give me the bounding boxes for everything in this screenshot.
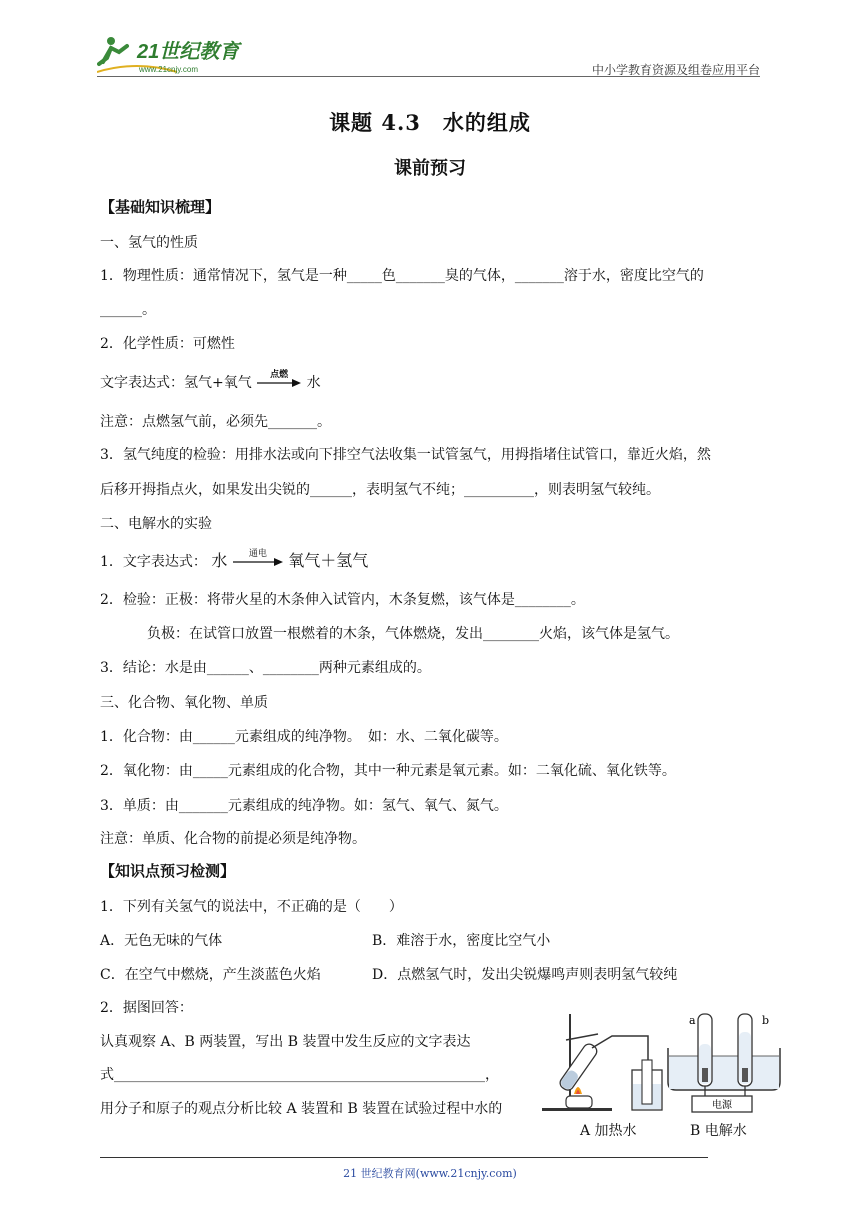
section-heading-check: 【知识点预习检测】 bbox=[100, 862, 236, 880]
equation-hydrogen-combustion bbox=[100, 372, 321, 392]
part-title-hydrogen: 一、氢气的性质 bbox=[100, 235, 198, 251]
question-1: 1．下列有关氢气的说法中，不正确的是（ ） bbox=[100, 899, 403, 915]
option-a: A．无色无味的气体 bbox=[100, 933, 223, 949]
definition-oxide: 2．氧化物：由_____元素组成的化合物，其中一种元素是氧元素。如：二氧化硫、氧化铁等。 bbox=[100, 763, 676, 779]
note-pure-substance: 注意：单质、化合物的前提必须是纯净物。 bbox=[100, 831, 366, 847]
equation-reactant: 水 bbox=[211, 551, 228, 570]
purity-test-cont: 后移开拇指点火，如果发出尖锐的______，表明氢气不纯；__________，则表明氢气较纯。 bbox=[100, 482, 660, 498]
logo-url: www.21cnjy.com bbox=[139, 65, 198, 74]
part-title-electrolysis: 二、电解水的实验 bbox=[100, 516, 212, 532]
reaction-arrow bbox=[256, 370, 302, 388]
part-title-compounds: 三、化合物、氧化物、单质 bbox=[100, 695, 268, 711]
apparatus-figure bbox=[540, 1010, 790, 1145]
equation-prefix: 1．文字表达式： bbox=[100, 554, 207, 570]
page-header bbox=[97, 28, 760, 78]
reaction-condition: 点燃 bbox=[270, 370, 289, 380]
section-heading-basics: 【基础知识梳理】 bbox=[100, 198, 221, 216]
caption-heating-water: A 加热水 bbox=[580, 1123, 637, 1139]
page-title: 课题 4.3 水的组成 bbox=[329, 110, 531, 135]
chemical-properties: 2．化学性质：可燃性 bbox=[100, 336, 235, 352]
option-d: D．点燃氢气时，发出尖锐爆鸣声则表明氢气较纯 bbox=[372, 967, 678, 983]
option-c: C．在空气中燃烧，产生淡蓝色火焰 bbox=[100, 967, 321, 983]
brand-logo bbox=[97, 32, 257, 76]
logo-text: 21世纪教育 bbox=[137, 41, 240, 63]
equation-prefix: 文字表达式：氢气+氧气 bbox=[100, 375, 252, 391]
footer-divider bbox=[100, 1157, 708, 1158]
label-b: b bbox=[762, 1014, 770, 1027]
purity-test: 3．氢气纯度的检验：用排水法或向下排空气法收集一试管氢气，用拇指堵住试管口，靠近火焰，然 bbox=[100, 447, 711, 463]
page-subtitle: 课前预习 bbox=[394, 158, 466, 179]
question-2-line3: 用分子和原子的观点分析比较 A 装置和 B 装置在试验过程中水的 bbox=[100, 1101, 503, 1117]
physical-properties: 1．物理性质：通常情况下，氢气是一种_____色_______臭的气体，_______溶于水，密度比空气的 bbox=[100, 268, 704, 284]
header-tagline: 中小学教育资源及组卷应用平台 bbox=[591, 63, 760, 77]
caption-electrolysis: B 电解水 bbox=[690, 1123, 747, 1139]
header-divider bbox=[97, 76, 760, 77]
question-2-line1: 认真观察 A、B 两装置，写出 B 装置中发生反应的文字表达 bbox=[100, 1034, 471, 1050]
definition-compound: 1．化合物：由______元素组成的纯净物。 如：水、二氧化碳等。 bbox=[100, 729, 508, 745]
label-a: a bbox=[689, 1014, 696, 1027]
test-cathode: 负极：在试管口放置一根燃着的木条，气体燃烧，发出________火焰，该气体是氢气。 bbox=[147, 626, 679, 642]
reaction-arrow bbox=[232, 549, 284, 567]
equation-product: 水 bbox=[306, 375, 321, 391]
equation-electrolysis bbox=[100, 548, 368, 571]
conclusion: 3．结论：水是由______、________两种元素组成的。 bbox=[100, 660, 431, 676]
apparatus-illustration bbox=[540, 1010, 790, 1115]
definition-element: 3．单质：由_______元素组成的纯净物。如：氢气、氧气、氮气。 bbox=[100, 798, 508, 814]
reaction-condition: 通电 bbox=[248, 549, 267, 559]
question-2: 2．据图回答： bbox=[100, 1000, 193, 1016]
page-footer: 21 世纪教育网(www.21cnjy.com) bbox=[343, 1167, 517, 1180]
test-anode: 2．检验：正极：将带火星的木条伸入试管内，木条复燃，该气体是________。 bbox=[100, 592, 585, 608]
physical-properties-cont: ______。 bbox=[100, 302, 156, 318]
power-label: 电源 bbox=[712, 1100, 732, 1111]
question-2-line2: 式_____________________________________________________， bbox=[100, 1067, 499, 1083]
equation-products: 氧气＋氢气 bbox=[288, 551, 369, 570]
option-b: B．难溶于水，密度比空气小 bbox=[372, 933, 551, 949]
note-purity: 注意：点燃氢气前，必须先_______。 bbox=[100, 414, 331, 430]
